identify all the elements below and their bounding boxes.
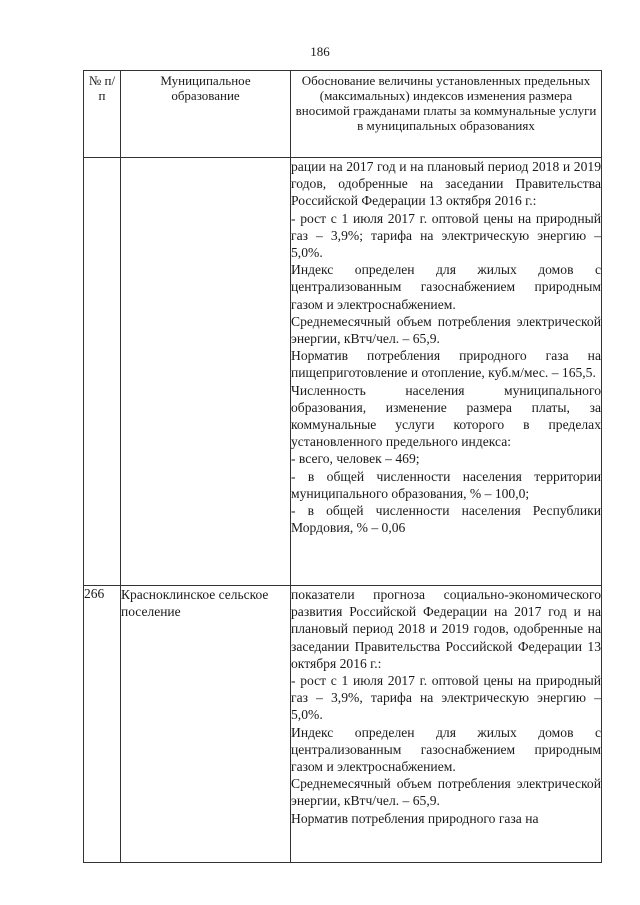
header-num: № п/п [84,71,121,158]
table-row [84,586,602,863]
table-row [84,158,602,586]
row-justification [291,158,602,586]
paragraph: - рост с 1 июля 2017 г. оптовой цены на природный газ – 3,9%; тарифа на электрическую энергию – 5,0%. [291,210,601,261]
header-municipality: Муниципальное образование [121,71,291,158]
paragraph: рации на 2017 год и на плановый период 2018 и 2019 годов, одобренные на заседании Правительства Российской Федерации 13 октября 2016 г.: [291,159,601,209]
paragraph: - в общей численности населения территории муниципального образования, % – 100,0; [291,468,601,501]
table-header-row [84,71,602,158]
page-number: 186 [310,44,330,59]
paragraph: - рост с 1 июля 2017 г. оптовой цены на природный газ – 3,9%, тарифа на электрическую энергию – 5,0%. [291,673,601,723]
paragraph: Среднемесячный объем потребления электрической энергии, кВтч/чел. – 65,9. [291,313,601,347]
paragraph: Индекс определен для жилых домов с централизованным газоснабжением природным газом и электроснабжением. [291,724,601,775]
row-municipality: Красноклинское сельское поселение [121,586,291,863]
paragraph: - в общей численности населения Республики Мордовия, % – 0,06 [291,503,601,536]
paragraph: показатели прогноза социально-экономического развития Российской Федерации на 2017 год и на плановый период 2018 и 2019 годов, одобренные на заседании Правительства Российской Федерации 13 октября 2016 г.: [291,587,601,671]
row-number [84,158,121,586]
paragraph: Норматив потребления природного газа на пищеприготовление и отопление, куб.м/мес. – 165,5. [291,348,601,381]
paragraph: - всего, человек – 469; [291,451,420,467]
row-number: 266 [84,586,121,863]
row-justification [291,586,602,863]
paragraph: Норматив потребления природного газа на [291,810,539,826]
paragraph: Среднемесячный объем потребления электрической энергии, кВтч/чел. – 65,9. [291,776,601,809]
paragraph: Численность населения муниципального образования, изменение размера платы, за коммунальные услуги которого в пределах установленного предельного индекса: [291,382,601,450]
header-justification: Обоснование величины установленных предельных (максимальных) индексов изменения размера вносимой гражданами платы за коммунальные услуги в муниципальных образованиях [291,71,602,158]
paragraph: Индекс определен для жилых домов с централизованным газоснабжением природным газом и электроснабжением. [291,262,601,312]
row-municipality [121,158,291,586]
indices-table [83,70,602,863]
